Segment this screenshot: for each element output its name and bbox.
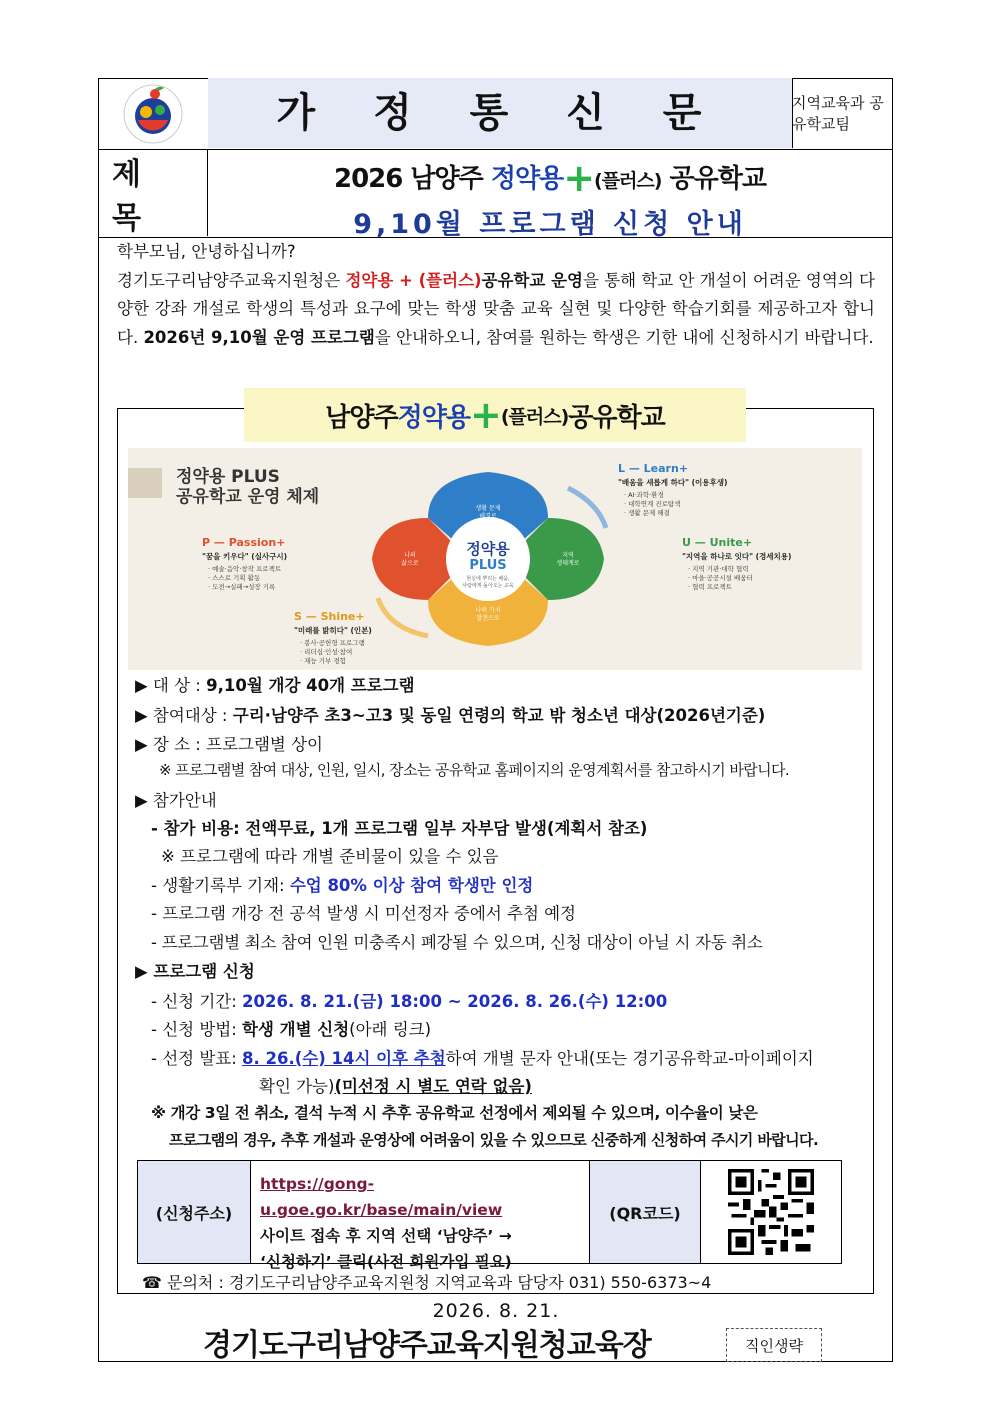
announce-value: 8. 26.(수) 14시 이후 추첨 <box>242 1049 446 1068</box>
petal-top-text1: 생활 문제 <box>475 505 501 512</box>
intro-brand: 정약용 + (플러스) <box>345 270 482 290</box>
record-line <box>151 872 533 896</box>
U-head: U — Unite+ <box>682 536 753 549</box>
center-sub2: 사람에게 돌아오는 교육 <box>462 583 514 589</box>
target-value: 9,10월 개강 40개 프로그램 <box>206 676 415 695</box>
address-label: (신청주소) <box>138 1161 251 1263</box>
diagram-title2: 공유학교 운영 체제 <box>176 487 320 507</box>
S-sub: "미래를 밝히다" (인본) <box>294 626 372 635</box>
intro-b: 공유학교 운영 <box>481 270 583 290</box>
petal-left-text2: 삶으로 <box>401 560 419 567</box>
logo <box>98 78 209 148</box>
subject-prefix: 2026 남양주 <box>334 164 491 194</box>
page-title: 가 정 통 신 문 <box>276 89 724 136</box>
warning2: 프로그램의 경우, 추후 개설과 운영상에 어려움이 있을 수 있으므로 신중하게 신청하여 주시기 바랍니다. <box>169 1131 819 1149</box>
period-line <box>151 988 667 1012</box>
intro-text <box>117 238 875 352</box>
U-item3: · 협력 프로젝트 <box>688 583 732 591</box>
place-line <box>135 731 323 755</box>
apply-step2: ‘신청하기’ 클릭(사전 회원가입 필요) <box>260 1253 512 1271</box>
intro-d: 2026년 9,10월 운영 프로그램 <box>143 327 375 347</box>
cancel-line: - 프로그램별 최소 참여 인원 미충족시 폐강될 수 있으며, 신청 대상이 아닐 시 자동 취소 <box>151 933 763 952</box>
issue-date: 2026. 8. 21. <box>432 1300 560 1322</box>
method-label: - 신청 방법: <box>151 1020 243 1039</box>
P-head: P — Passion+ <box>202 536 286 549</box>
period-label: - 신청 기간: <box>151 992 243 1011</box>
banner-prefix: 남양주 <box>325 402 398 433</box>
L-sub: "배움을 새롭게 하다" (이용후생) <box>618 478 728 487</box>
S-item2: · 리더십·인성·참여 <box>300 648 353 656</box>
banner-brand: 정약용 <box>397 402 470 433</box>
apply-step1: 사이트 접속 후 지역 선택 ‘남양주’ → <box>260 1227 512 1245</box>
subject-line1 <box>208 156 892 200</box>
petal-left-text1: 나의 <box>404 552 416 559</box>
program-banner <box>244 388 746 442</box>
petal-right-text1: 지역 <box>562 552 574 559</box>
S-item3: · 재능 기부 경험 <box>300 657 346 665</box>
subject-label: 제 목 <box>98 150 208 236</box>
lottery-line: - 프로그램 개강 전 공석 발생 시 미선정자 중에서 추첨 예정 <box>151 904 576 923</box>
application-table <box>137 1160 842 1271</box>
method-line <box>151 1016 431 1040</box>
seal-omitted: 직인생략 <box>726 1328 822 1362</box>
L-item1: · AI·과학·환경 <box>624 491 664 499</box>
petal-top-text2: 해결로 <box>479 513 497 520</box>
L-item3: · 생활 문제 해결 <box>624 509 670 517</box>
warning1: ※ 개강 3일 전 취소, 결석 누적 시 추후 공유학교 선정에서 제외될 수 있으며, 이수율이 낮은 <box>151 1104 758 1122</box>
banner-suffix: 공유학교 <box>568 402 665 433</box>
header-row <box>98 78 893 150</box>
P-sub: "꿈을 키우다" (실사구시) <box>202 552 288 561</box>
place-value: 프로그램별 상이 <box>206 735 323 754</box>
center-sub1: 현실에 뿌리는 배움, <box>466 576 510 582</box>
banner-paren: (플러스) <box>500 405 569 428</box>
U-item2: · 마을·공공시설 배움터 <box>688 574 753 582</box>
participants-value: 구리·남양주 초3~고3 및 동일 연령의 학교 밖 청소년 대상(2026년기준) <box>232 706 766 725</box>
U-sub: "지역을 하나로 잇다" (경세치용) <box>682 552 792 561</box>
intro-a: 경기도구리남양주교육지원청은 <box>117 270 346 290</box>
subject-title <box>208 156 892 241</box>
target-line <box>135 672 415 696</box>
S-item1: · 봉사·공헌형 프로그램 <box>300 639 365 647</box>
P-item2: · 스스로 기획 활동 <box>208 574 261 582</box>
announce-line2 <box>259 1073 532 1097</box>
diagram-graphic <box>128 448 862 670</box>
announce-note: 하여 개별 문자 안내(또는 경기공유학교-마이페이지 <box>445 1049 814 1068</box>
participants-line <box>135 702 765 726</box>
petal-bottom-text2: 발견으로 <box>476 615 500 622</box>
S-head: S — Shine+ <box>294 610 365 623</box>
emblem-icon <box>98 78 208 148</box>
qr-cell <box>700 1161 841 1263</box>
petal-left <box>372 518 450 600</box>
P-item1: · 예술·음악·창작 프로젝트 <box>208 565 282 573</box>
place-label: ▶ 장 소 : <box>135 735 201 754</box>
system-diagram <box>128 448 862 670</box>
title-cell <box>208 78 793 148</box>
note1: ※ 프로그램별 참여 대상, 인원, 일시, 장소는 공유학교 홈페이지의 운영계획서를 참고하시기 바랍니다. <box>159 761 790 779</box>
record-label: - 생활기록부 기재: <box>151 876 290 895</box>
announce-line <box>151 1045 814 1069</box>
intro-paragraph <box>117 267 875 353</box>
plus-icon: + <box>563 156 595 200</box>
participants-label: ▶ 참여대상 : <box>135 706 228 725</box>
center-title: 정약용 <box>466 540 510 558</box>
target-label: ▶ 대 상 : <box>135 676 201 695</box>
L-head: L — Learn+ <box>618 462 689 475</box>
subject-suffix: 공유학교 <box>661 164 766 194</box>
note2: ※ 프로그램에 따라 개별 준비물이 있을 수 있음 <box>161 847 499 866</box>
intro-c: 을 통해 학교 안 개설이 어려운 영역의 다양한 강좌 개설로 학생의 특성과 요구에 맞는 학생 맞춤 교육 실현 및 다양한 학습기회를 제공하고자 합니다. <box>117 270 875 347</box>
petal-bottom-text1: 나의 가치 <box>475 607 501 614</box>
petal-right <box>526 518 604 600</box>
U-item1: · 지역 기관·대학 협력 <box>688 565 749 573</box>
team-name: 지역교육과 공유학교팀 <box>792 94 884 133</box>
method-value: 학생 개별 신청 <box>242 1020 350 1039</box>
subject-line2: 9,10월 프로그램 신청 안내 <box>353 209 747 240</box>
subject-brand: 정약용 <box>490 164 564 194</box>
diagram-title1: 정약용 PLUS <box>176 467 280 487</box>
qr-label: (QR코드) <box>590 1161 701 1263</box>
announce-nocontact: (미선정 시 별도 연락 없음) <box>334 1077 532 1096</box>
record-value: 수업 80% 이상 참여 학생만 인정 <box>289 876 534 895</box>
announce-check: 확인 가능) <box>259 1077 335 1096</box>
qr-code-icon[interactable] <box>724 1165 818 1259</box>
petal-right-text2: 생태계로 <box>556 560 580 567</box>
P-item3: · 도전→실패→성장 기록 <box>208 583 276 591</box>
greeting: 학부모님, 안녕하십니까? <box>117 242 296 261</box>
method-note: (아래 링크) <box>349 1020 432 1039</box>
period-value: 2026. 8. 21.(금) 18:00 ~ 2026. 8. 26.(수) 12:00 <box>242 992 668 1011</box>
banner-plus-icon: + <box>469 393 501 437</box>
subject-row <box>98 150 893 238</box>
announce-label: - 선정 발표: <box>151 1049 243 1068</box>
subject-paren: (플러스) <box>594 170 662 192</box>
apply-label: ▶ 프로그램 신청 <box>135 962 255 981</box>
fee-line: - 참가 비용: 전액무료, 1개 프로그램 일부 자부담 발생(계획서 참조) <box>151 819 648 838</box>
apply-link[interactable]: https://gong-u.goe.go.kr/base/main/view <box>260 1175 503 1219</box>
signer-name: 경기도구리남양주교육지원청교육장 <box>203 1328 651 1363</box>
address-cell <box>250 1161 590 1271</box>
L-item2: · 대학연계 진로탐색 <box>624 500 681 508</box>
guide-label: ▶ 참가안내 <box>135 791 217 810</box>
contact-line: ☎ 문의처 : 경기도구리남양주교육지원청 지역교육과 담당자 031) 550-6373~4 <box>142 1273 712 1292</box>
intro-e: 을 안내하오니, 참여를 원하는 학생은 기한 내에 신청하시기 바랍니다. <box>374 327 874 347</box>
center-plus: PLUS <box>469 558 507 573</box>
